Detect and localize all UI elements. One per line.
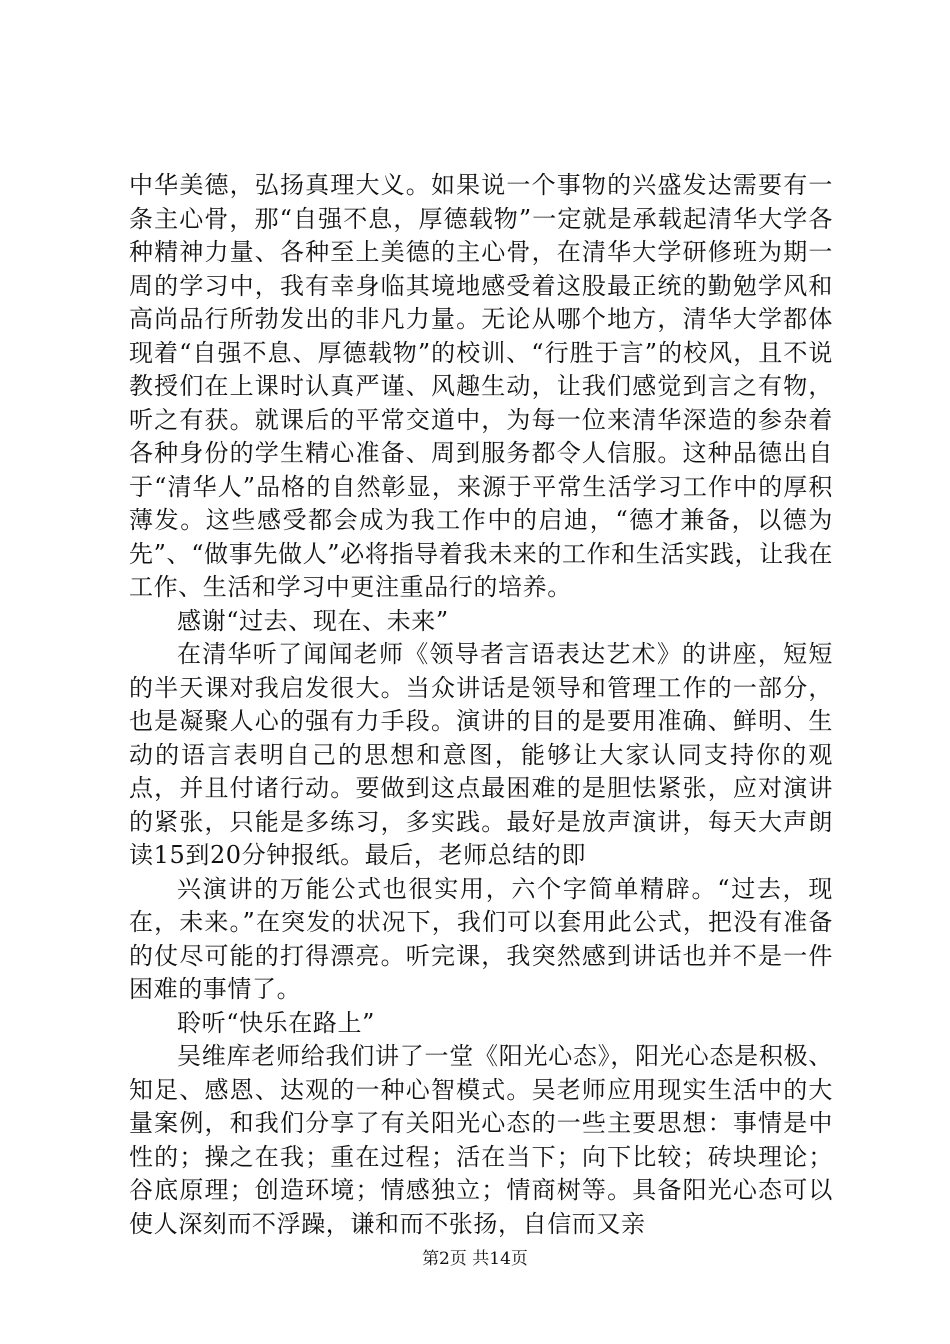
section-heading-happiness: 聆听“快乐在路上”: [177, 1008, 375, 1037]
paragraph-1: 中华美德，弘扬真理大义。如果说一个事物的兴盛发达需要有一条主心骨，那“自强不息，厚德载物”一定就是承载起清华大学各种精神力量、各种至上美德的主心骨，在清华大学研修班为期一周的学习中，我有幸身临其境地感受着这股最正统的勤勉学风和高尚品行所勃发出的非凡力量。无论从哪个地方，清华大学都体现着“自强不息、厚德载物”的校训、“行胜于言”的校风，且不说教授们在上课时认真严谨、风趣生动，让我们感觉到言之有物，听之有获。就课后的平常交道中，为每一位来清华深造的参杂着各种身份的学生精心准备、周到服务都令人信服。这种品德出自于“清华人”品格的自然彰显，来源于平常生活学习工作中的厚积薄发。这些感受都会成为我工作中的启迪，“德才兼备，以德为先”、“做事先做人”必将指导着我未来的工作和生活实践，让我在工作、生活和学习中更注重品行的培养。: [129, 171, 833, 601]
paragraph-2: 在清华听了闻闻老师《领导者言语表达艺术》的讲座，短短的半天课对我启发很大。当众讲话是领导和管理工作的一部分，也是凝聚人心的强有力手段。演讲的目的是要用准确、鲜明、生动的语言表明自己的思想和意图，能够让大家认同支持你的观点，并且付诸行动。要做到这点最困难的是胆怯紧张，应对演讲的紧张，只能是多练习，多实践。最好是放声演讲，每天大声朗读15到20分钟报纸。最后，老师总结的即: [129, 640, 833, 869]
section-heading-gratitude: 感谢“过去、现在、未来”: [177, 606, 449, 635]
document-body: [129, 169, 833, 1241]
paragraph-4: 吴维库老师给我们讲了一堂《阳光心态》，阳光心态是积极、知足、感恩、达观的一种心智模式。吴老师应用现实生活中的大量案例，和我们分享了有关阳光心态的一些主要思想：事情是中性的；操之在我；重在过程；活在当下；向下比较；砖块理论；谷底原理；创造环境；情感独立；情商树等。具备阳光心态可以使人深刻而不浮躁，谦和而不张扬，自信而又亲: [129, 1042, 833, 1238]
page-footer: 第2页 共14页: [422, 1249, 528, 1269]
paragraph-3: 兴演讲的万能公式也很实用，六个字简单精辟。“过去，现在，未来。”在突发的状况下，我们可以套用此公式，把没有准备的仗尽可能的打得漂亮。听完课，我突然感到讲话也并不是一件困难的事情了。: [129, 874, 833, 1003]
